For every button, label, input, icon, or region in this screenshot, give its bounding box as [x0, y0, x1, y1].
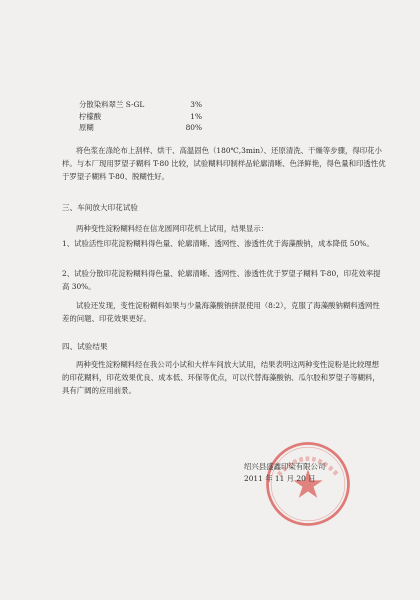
recipe-pct-1: 3% [190, 100, 202, 109]
section-4-title: 四、试验结果 [62, 342, 108, 351]
recipe-name-3: 原糊 [79, 123, 94, 132]
section-3-finding: 试验还发现，变性淀粉糊料如果与少量海藻酸钠拼混使用（8:2），克服了海藻酸钠糊料透网性差的问题、印花效果更好。 [62, 301, 380, 323]
result-paragraph: 将色浆在涤纶布上刮样、烘干、高温固色（180℃,3min）、还原清洗、干燥等步骤，得印花小样。与本厂现用罗望子糊料 T-80 比较，试验糊料印制样品轮廓清晰、色泽鲜艳，得色量和印透性优于罗望子糊料 T-80、脱糊性好。 [62, 146, 386, 181]
seal-graphic [262, 438, 354, 530]
recipe-pct-2: 1% [190, 112, 202, 121]
signature-company: 绍兴县盛鑫印染有限公司 [244, 462, 326, 471]
section-3-item-1: 1、试验活性印花淀粉糊料得色量、轮廓清晰、透网性、渗透性优于海藻酸钠，成本降低 50%。 [62, 239, 374, 248]
signature-date: 2011 年 11 月 20 日 [244, 474, 316, 483]
section-3-intro: 两种变性淀粉糊料经在信龙圆网印花机上试用，结果显示： [76, 224, 269, 233]
recipe-name-2: 柠檬酸 [79, 112, 102, 121]
section-3-title: 三、车间放大印花试验 [62, 203, 138, 212]
section-4-body: 两种变性淀粉糊料经在我公司小试和大样车间放大试用，结果表明这两种变性淀粉是比较理想的印花糊料，印花效果优良、成本低、环保等优点，可以代替海藻酸钠、瓜尔胶和罗望子等糊料，具有广阔的应用前景。 [62, 360, 380, 395]
company-seal-stamp [262, 438, 354, 530]
recipe-pct-3: 80% [185, 123, 202, 132]
recipe-name-1: 分散染料翠兰 S-GL [79, 100, 145, 109]
section-3-item-2: 2、试验分散印花淀粉糊料得色量、轮廓清晰、透网性、渗透性优于罗望子糊料 T-80，印花效率提高 30%。 [62, 269, 381, 291]
